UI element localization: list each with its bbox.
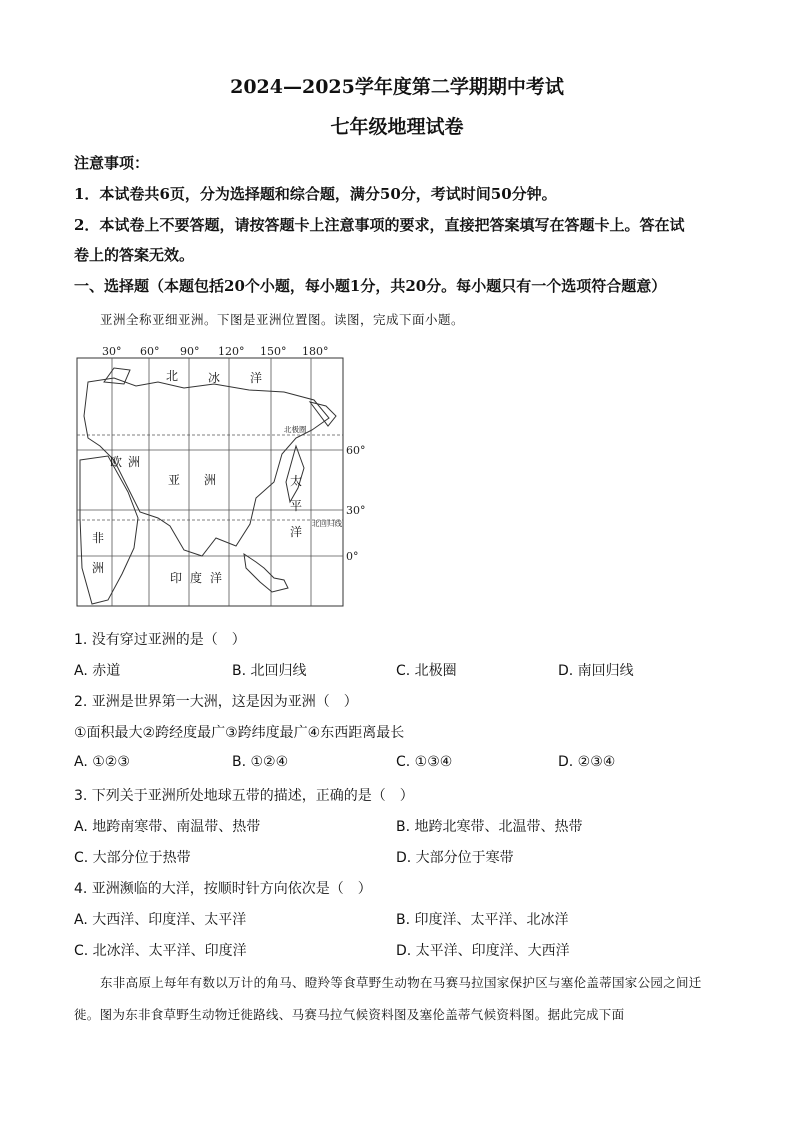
question-2-stem: 2. 亚洲是世界第一大洲，这是因为亚洲（ ）	[74, 694, 358, 710]
continent-label: 洲	[128, 455, 141, 469]
exam-subtitle: 七年级地理试卷	[330, 116, 464, 138]
ocean-label: 印	[170, 571, 183, 585]
lon-label: 60°	[140, 345, 160, 358]
ocean-label: 洋	[210, 571, 223, 585]
reading-passage: 东非高原上每年有数以万计的角马、瞪羚等食草野生动物在马赛马拉国家保护区与塞伦盖蒂国家公园之间迁徙。图为东非食草野生动物迁徙路线、马赛马拉气候资料图及塞伦盖蒂气候资料图。据此完成下面	[74, 975, 702, 1022]
continent-label: 洲	[92, 561, 105, 575]
arctic-circle-label: 北极圈	[284, 425, 307, 434]
q3-option-c: C. 大部分位于热带	[74, 850, 191, 866]
notice-item-1: 1．本试卷共6页，分为选择题和综合题，满分50分，考试时间50分钟。	[74, 185, 557, 203]
tropic-cancer-label: 北回归线	[312, 519, 342, 528]
q1-option-c: C. 北极圈	[396, 663, 457, 679]
q2-option-c: C. ①③④	[396, 754, 453, 770]
ocean-label: 平	[290, 499, 303, 513]
continent-label: 洲	[204, 473, 217, 487]
question-3-stem: 3. 下列关于亚洲所处地球五带的描述，正确的是（ ）	[74, 788, 414, 804]
continent-label: 非	[92, 531, 105, 545]
asia-location-map	[74, 342, 374, 610]
q4-option-b: B. 印度洋、太平洋、北冰洋	[396, 912, 569, 928]
lon-label: 120°	[218, 345, 245, 358]
section-intro: 亚洲全称亚细亚洲。下图是亚洲位置图。读图，完成下面小题。	[100, 312, 465, 327]
ocean-label: 北	[166, 369, 179, 383]
q3-option-d: D. 大部分位于寒带	[396, 850, 514, 866]
notice-heading: 注意事项：	[74, 154, 150, 172]
lon-label: 30°	[102, 345, 122, 358]
question-2-statements: ①面积最大②跨经度最广③跨纬度最广④东西距离最长	[74, 725, 405, 741]
q4-option-a: A. 大西洋、印度洋、太平洋	[74, 912, 247, 928]
lon-label: 180°	[302, 345, 329, 358]
ocean-label: 洋	[250, 371, 263, 385]
q2-option-b: B. ①②④	[232, 754, 289, 770]
q4-option-c: C. 北冰洋、太平洋、印度洋	[74, 943, 247, 959]
lon-label: 90°	[180, 345, 200, 358]
continent-label: 欧	[110, 455, 123, 469]
ocean-label: 洋	[290, 525, 303, 539]
lon-label: 150°	[260, 345, 287, 358]
ocean-label: 度	[190, 571, 203, 585]
q1-option-d: D. 南回归线	[558, 663, 634, 679]
notice-item-2-cont: 卷上的答案无效。	[74, 246, 195, 264]
q4-option-d: D. 太平洋、印度洋、大西洋	[396, 943, 570, 959]
lat-label: 30°	[346, 504, 366, 517]
question-4-stem: 4. 亚洲濒临的大洋，按顺时针方向依次是（ ）	[74, 881, 372, 897]
q2-option-d: D. ②③④	[558, 754, 616, 770]
continent-label: 亚	[168, 473, 181, 487]
q3-option-a: A. 地跨南寒带、南温带、热带	[74, 819, 261, 835]
q1-option-a: A. 赤道	[74, 663, 121, 679]
lat-label: 60°	[346, 444, 366, 457]
ocean-label: 太	[290, 474, 303, 488]
q3-option-b: B. 地跨北寒带、北温带、热带	[396, 819, 583, 835]
q2-option-a: A. ①②③	[74, 754, 130, 770]
q1-option-b: B. 北回归线	[232, 663, 307, 679]
question-1-stem: 1. 没有穿过亚洲的是（ ）	[74, 632, 246, 648]
notice-item-2: 2．本试卷上不要答题，请按答题卡上注意事项的要求，直接把答案填写在答题卡上。答在试	[74, 216, 685, 234]
section-heading: 一、选择题（本题包括20个小题，每小题1分，共20分。每小题只有一个选项符合题意）	[74, 277, 667, 295]
exam-title: 2024—2025学年度第二学期期中考试	[230, 76, 564, 98]
lat-label: 0°	[346, 550, 359, 563]
ocean-label: 冰	[208, 371, 221, 385]
